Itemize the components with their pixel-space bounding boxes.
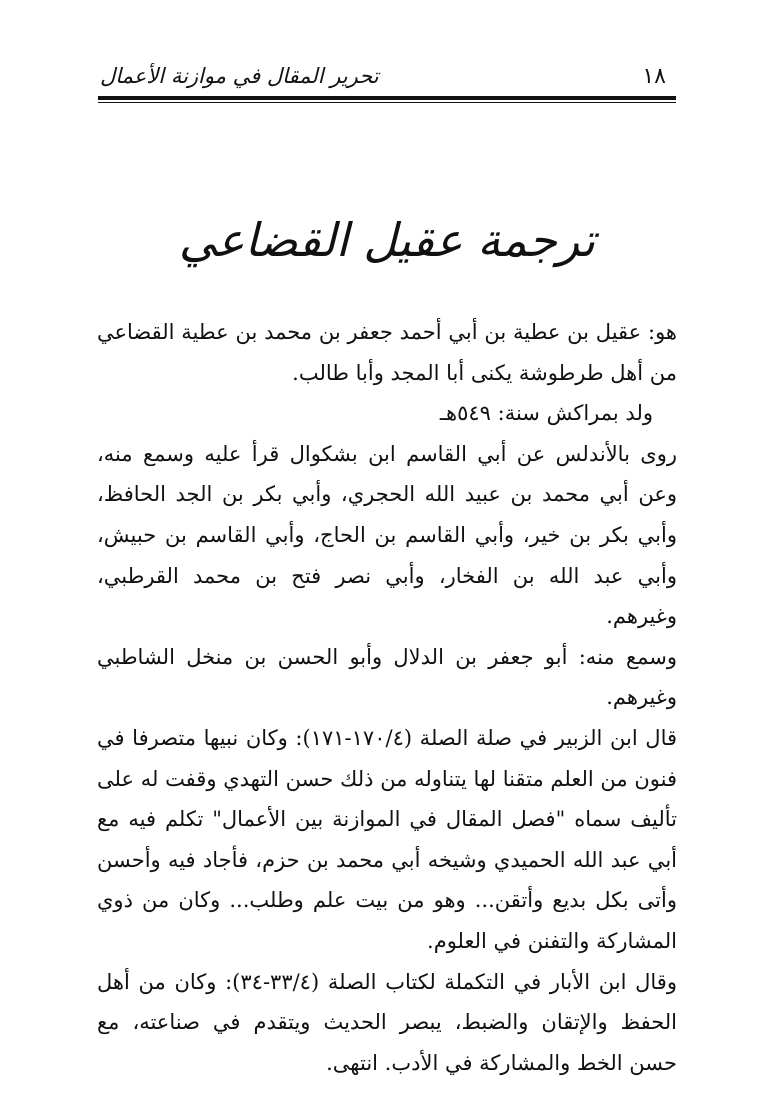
paragraph-students: وسمع منه: أبو جعفر بن الدلال وأبو الحسن بن منخل الشاطبي وغيرهم.: [97, 644, 677, 710]
paragraph-ibn-zubayr-quote: قال ابن الزبير في صلة الصلة (١٧٠/٤-١٧١): وكان نبيها متصرفا في فنون من العلم متقنا لها يتناوله من ذلك حسن التهدي وقفت له على تأليف سماه "فصل المقال في الموازنة بين الأعمال" تكلم فيه مع أبي عبد الله الحميدي وشيخه أبي محمد بن حزم، فأجاد فيه وأحسن وأتى بكل بديع وأتقن... وهو من بيت علم وطلب... وكان من ذوي المشاركة والتفنن في العلوم.: [97, 725, 678, 953]
page-header: [98, 60, 676, 94]
paragraph-birth: ولد بمراكش سنة: ٥٤٩هـ: [439, 401, 653, 426]
running-title: تحرير المقال في موازنة الأعمال: [100, 64, 379, 88]
body-text: [97, 312, 677, 1083]
paragraph-teachers: روى بالأندلس عن أبي القاسم ابن بشكوال قرأ عليه وسمع منه، وعن أبي محمد بن عبيد الله الحجري، وأبي بكر بن الجد الحافظ، وأبي بكر بن خير، وأبي القاسم بن الحاج، وأبي القاسم بن حبيش، وأبي عبد الله بن الفخار، وأبي نصر فتح بن محمد القرطبي، وغيرهم.: [97, 441, 677, 629]
paragraph-lineage: هو: عقيل بن عطية بن أبي أحمد جعفر بن محمد بن عطية القضاعي من أهل طرطوشة يكنى أبا المجد وأبا طالب.: [97, 320, 677, 385]
header-rule-thin: [98, 102, 676, 103]
page-number: ١٨: [642, 64, 666, 89]
header-rule-thick: [98, 96, 676, 100]
paragraph-ibn-abbar-quote: وقال ابن الأبار في التكملة لكتاب الصلة (٣٣/٤-٣٤): وكان من أهل الحفظ والإتقان والضبط، يبصر الحديث ويتقدم في صناعته، مع حسن الخط والمشاركة في الأدب. انتهى.: [97, 969, 677, 1075]
chapter-title: ترجمة عقيل القضاعي: [178, 213, 596, 267]
